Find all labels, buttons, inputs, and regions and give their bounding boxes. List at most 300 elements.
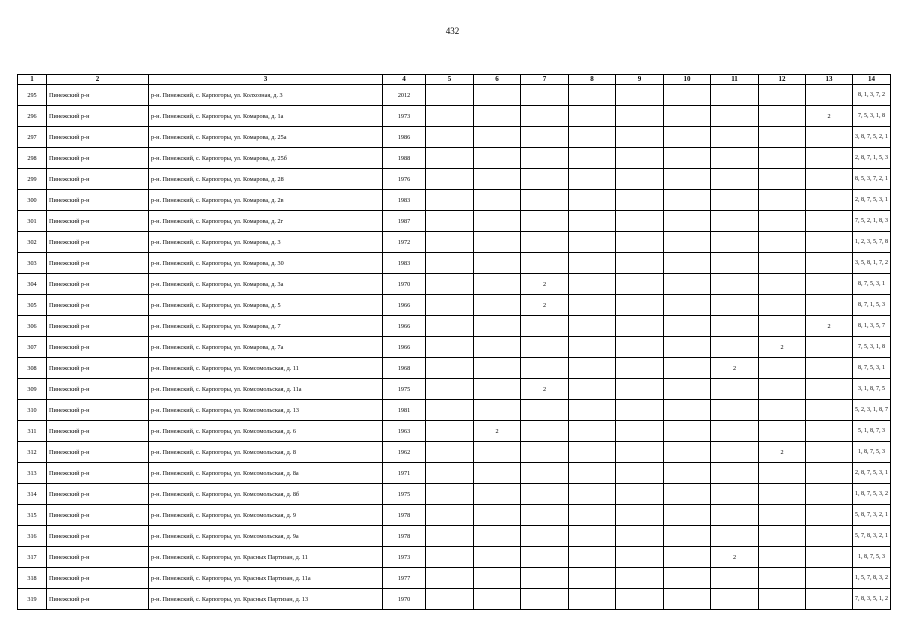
table-cell <box>664 85 711 106</box>
table-cell <box>474 232 521 253</box>
table-cell: 1972 <box>383 232 426 253</box>
table-cell <box>759 568 806 589</box>
table-cell <box>426 526 474 547</box>
table-cell <box>569 505 616 526</box>
table-cell <box>569 253 616 274</box>
table-cell: 313 <box>18 463 47 484</box>
table-row <box>18 169 891 190</box>
table-cell <box>426 169 474 190</box>
table-cell <box>521 484 569 505</box>
table-cell: 305 <box>18 295 47 316</box>
table-cell: Пинежский р-н <box>47 253 149 274</box>
table-cell <box>521 232 569 253</box>
table-cell <box>664 190 711 211</box>
table-cell <box>474 85 521 106</box>
table-cell <box>806 337 853 358</box>
table-cell <box>759 505 806 526</box>
table-row <box>18 274 891 295</box>
table-cell <box>521 568 569 589</box>
table-cell: 1973 <box>383 106 426 127</box>
table-row <box>18 316 891 337</box>
table-cell: 301 <box>18 211 47 232</box>
table-cell <box>521 85 569 106</box>
table-cell <box>806 589 853 610</box>
table-cell <box>806 253 853 274</box>
table-cell <box>616 316 664 337</box>
table-cell <box>664 253 711 274</box>
table-cell <box>806 505 853 526</box>
table-cell <box>426 379 474 400</box>
table-cell <box>569 148 616 169</box>
table-cell <box>711 442 759 463</box>
table-cell: 1963 <box>383 421 426 442</box>
table-cell: 311 <box>18 421 47 442</box>
table-cell: 8, 1, 3, 7, 2 <box>853 85 891 106</box>
table-cell: р-н. Пинежский, с. Карпогоры, ул. Комсомольская, д. 11а <box>149 379 383 400</box>
table-cell: 1976 <box>383 169 426 190</box>
table-cell <box>664 526 711 547</box>
table-cell <box>806 526 853 547</box>
table-cell <box>664 421 711 442</box>
table-cell: 1981 <box>383 400 426 421</box>
table-cell: 318 <box>18 568 47 589</box>
table-cell <box>711 337 759 358</box>
table-cell: 304 <box>18 274 47 295</box>
table-cell <box>521 169 569 190</box>
table-cell <box>759 211 806 232</box>
table-cell <box>569 274 616 295</box>
table-cell: 3, 1, 8, 7, 5 <box>853 379 891 400</box>
table-row <box>18 85 891 106</box>
table-cell: р-н. Пинежский, с. Карпогоры, ул. Комарова, д. 7 <box>149 316 383 337</box>
table-cell <box>569 379 616 400</box>
table-cell <box>474 358 521 379</box>
table-cell <box>806 463 853 484</box>
table-cell <box>711 85 759 106</box>
table-cell <box>474 211 521 232</box>
table-cell <box>711 589 759 610</box>
table-cell <box>711 190 759 211</box>
table-cell <box>711 421 759 442</box>
table-cell <box>664 337 711 358</box>
table-row <box>18 589 891 610</box>
table-cell: р-н. Пинежский, с. Карпогоры, ул. Комсомольская, д. 13 <box>149 400 383 421</box>
table-cell <box>806 568 853 589</box>
table-cell <box>711 274 759 295</box>
table-cell <box>426 400 474 421</box>
table-cell <box>664 127 711 148</box>
table-cell <box>616 85 664 106</box>
table-cell <box>616 190 664 211</box>
table-header-row <box>18 75 891 85</box>
table-cell <box>616 295 664 316</box>
table-cell <box>616 379 664 400</box>
table-cell: р-н. Пинежский, с. Карпогоры, ул. Красных Партизан, д. 11 <box>149 547 383 568</box>
table-cell: Пинежский р-н <box>47 589 149 610</box>
table-cell: 1986 <box>383 127 426 148</box>
table-cell <box>426 547 474 568</box>
table-cell <box>616 547 664 568</box>
table-cell <box>711 232 759 253</box>
column-header: 14 <box>853 75 891 85</box>
table-cell <box>474 442 521 463</box>
table-cell <box>759 526 806 547</box>
table-cell: 309 <box>18 379 47 400</box>
table-cell <box>711 148 759 169</box>
table-cell: 2 <box>806 316 853 337</box>
table-cell: 1, 8, 7, 5, 3 <box>853 547 891 568</box>
table-cell <box>426 127 474 148</box>
table-row <box>18 505 891 526</box>
table-cell <box>569 106 616 127</box>
table-cell: 7, 5, 2, 1, 8, 3 <box>853 211 891 232</box>
table-cell <box>759 253 806 274</box>
table-cell: 310 <box>18 400 47 421</box>
table-cell: Пинежский р-н <box>47 421 149 442</box>
table-cell: 1962 <box>383 442 426 463</box>
column-header: 13 <box>806 75 853 85</box>
table-cell <box>664 169 711 190</box>
table-cell <box>569 190 616 211</box>
table-cell: Пинежский р-н <box>47 127 149 148</box>
table-body <box>18 85 891 610</box>
table-row <box>18 190 891 211</box>
table-cell <box>664 379 711 400</box>
table-cell: Пинежский р-н <box>47 106 149 127</box>
table-cell <box>806 421 853 442</box>
table-cell <box>664 211 711 232</box>
table-cell: 5, 2, 3, 1, 8, 7 <box>853 400 891 421</box>
table-cell: 319 <box>18 589 47 610</box>
table-cell <box>569 421 616 442</box>
table-cell: Пинежский р-н <box>47 400 149 421</box>
table-cell: 306 <box>18 316 47 337</box>
table-cell <box>521 421 569 442</box>
table-cell: р-н. Пинежский, с. Карпогоры, ул. Комсомольская, д. 9а <box>149 526 383 547</box>
table-cell <box>569 358 616 379</box>
table-cell: 1, 5, 7, 8, 3, 2 <box>853 568 891 589</box>
table-cell <box>426 505 474 526</box>
table-cell <box>616 358 664 379</box>
column-header: 6 <box>474 75 521 85</box>
table-cell <box>569 568 616 589</box>
table-cell <box>521 211 569 232</box>
table-cell <box>616 400 664 421</box>
table-cell: 1966 <box>383 295 426 316</box>
table-cell <box>521 358 569 379</box>
table-cell: р-н. Пинежский, с. Карпогоры, ул. Комсомольская, д. 8 <box>149 442 383 463</box>
table-cell: 8, 7, 5, 3, 1 <box>853 358 891 379</box>
table-cell <box>759 232 806 253</box>
page-number: 432 <box>445 26 460 36</box>
table-cell <box>474 547 521 568</box>
table-cell <box>521 463 569 484</box>
table-cell <box>474 484 521 505</box>
table-cell: 8, 7, 1, 5, 3 <box>853 295 891 316</box>
table-row <box>18 232 891 253</box>
table-cell: р-н. Пинежский, с. Карпогоры, ул. Комарова, д. 7а <box>149 337 383 358</box>
table-cell <box>426 106 474 127</box>
table-cell <box>806 295 853 316</box>
table-row <box>18 106 891 127</box>
table-cell <box>426 148 474 169</box>
table-cell <box>569 484 616 505</box>
table-cell <box>806 169 853 190</box>
table-cell <box>806 85 853 106</box>
table-cell <box>569 232 616 253</box>
table-cell <box>806 547 853 568</box>
table-row <box>18 379 891 400</box>
table-cell: 1983 <box>383 190 426 211</box>
table-row <box>18 547 891 568</box>
table-cell: р-н. Пинежский, с. Карпогоры, ул. Комарова, д. 25б <box>149 148 383 169</box>
table-row <box>18 358 891 379</box>
table-cell: Пинежский р-н <box>47 85 149 106</box>
table-cell <box>521 148 569 169</box>
table-cell <box>426 337 474 358</box>
column-header: 3 <box>149 75 383 85</box>
table-cell <box>426 190 474 211</box>
table-cell <box>616 106 664 127</box>
table-cell: 1975 <box>383 379 426 400</box>
table-cell <box>616 232 664 253</box>
table-cell: 2, 8, 7, 1, 5, 3 <box>853 148 891 169</box>
table-cell: Пинежский р-н <box>47 463 149 484</box>
table-cell: р-н. Пинежский, с. Карпогоры, ул. Комарова, д. 2в <box>149 190 383 211</box>
table-cell: Пинежский р-н <box>47 358 149 379</box>
table-cell: 7, 8, 3, 5, 1, 2 <box>853 589 891 610</box>
table-cell <box>759 127 806 148</box>
table-cell <box>759 400 806 421</box>
table-cell <box>664 505 711 526</box>
table-cell <box>616 253 664 274</box>
table-cell: 1, 2, 3, 5, 7, 8 <box>853 232 891 253</box>
table-cell: 5, 7, 8, 3, 2, 1 <box>853 526 891 547</box>
table-cell <box>521 442 569 463</box>
table-cell <box>806 484 853 505</box>
table-cell: р-н. Пинежский, с. Карпогоры, ул. Комарова, д. 2г <box>149 211 383 232</box>
table-cell: 296 <box>18 106 47 127</box>
table-cell <box>521 253 569 274</box>
table-cell <box>569 442 616 463</box>
table-cell <box>569 211 616 232</box>
table-cell <box>569 85 616 106</box>
table-cell <box>474 148 521 169</box>
table-cell <box>474 316 521 337</box>
table-cell <box>521 547 569 568</box>
table-cell <box>664 295 711 316</box>
table-cell: 8, 7, 5, 3, 1 <box>853 274 891 295</box>
table-cell: 316 <box>18 526 47 547</box>
table-cell <box>806 232 853 253</box>
table-cell <box>616 169 664 190</box>
table-cell <box>426 568 474 589</box>
table-cell <box>521 106 569 127</box>
table-cell <box>711 295 759 316</box>
table-cell <box>759 85 806 106</box>
table-row <box>18 295 891 316</box>
table-cell: 2 <box>474 421 521 442</box>
table-cell: 302 <box>18 232 47 253</box>
table-row <box>18 148 891 169</box>
table-cell <box>616 211 664 232</box>
table-cell <box>426 211 474 232</box>
table-cell <box>616 568 664 589</box>
table-cell <box>711 463 759 484</box>
table-cell: 2 <box>806 106 853 127</box>
table-cell: р-н. Пинежский, с. Карпогоры, ул. Комарова, д. 30 <box>149 253 383 274</box>
column-header: 10 <box>664 75 711 85</box>
table-cell <box>664 316 711 337</box>
table-cell <box>616 337 664 358</box>
table-cell <box>474 400 521 421</box>
table-cell: 308 <box>18 358 47 379</box>
table-cell <box>664 463 711 484</box>
table-cell: р-н. Пинежский, с. Карпогоры, ул. Комарова, д. 3а <box>149 274 383 295</box>
table-cell: р-н. Пинежский, с. Карпогоры, ул. Колхозная, д. 3 <box>149 85 383 106</box>
table-cell: Пинежский р-н <box>47 526 149 547</box>
table-cell <box>664 148 711 169</box>
table-cell: 7, 5, 3, 1, 8 <box>853 106 891 127</box>
table-row <box>18 484 891 505</box>
table-cell <box>616 589 664 610</box>
table-cell <box>664 442 711 463</box>
table-cell <box>664 547 711 568</box>
table-cell <box>759 169 806 190</box>
table-cell <box>474 589 521 610</box>
table-cell <box>426 85 474 106</box>
table-cell: р-н. Пинежский, с. Карпогоры, ул. Комсомольская, д. 9 <box>149 505 383 526</box>
table-cell <box>806 190 853 211</box>
table-cell: 307 <box>18 337 47 358</box>
table-cell <box>569 526 616 547</box>
table-cell: 1966 <box>383 337 426 358</box>
table-cell <box>521 505 569 526</box>
table-cell <box>759 463 806 484</box>
table-cell: 1973 <box>383 547 426 568</box>
table-cell: 5, 1, 8, 7, 3 <box>853 421 891 442</box>
table-cell <box>711 379 759 400</box>
table-cell: р-н. Пинежский, с. Карпогоры, ул. Красных Партизан, д. 13 <box>149 589 383 610</box>
table-cell <box>759 379 806 400</box>
table-cell: 314 <box>18 484 47 505</box>
table-cell: 8, 1, 3, 5, 7 <box>853 316 891 337</box>
column-header: 9 <box>616 75 664 85</box>
table-cell <box>806 274 853 295</box>
table-cell <box>664 589 711 610</box>
table-cell <box>426 442 474 463</box>
table-cell <box>616 526 664 547</box>
table-cell: р-н. Пинежский, с. Карпогоры, ул. Комарова, д. 5 <box>149 295 383 316</box>
table-cell: 2012 <box>383 85 426 106</box>
table-row <box>18 463 891 484</box>
column-header: 11 <box>711 75 759 85</box>
table-row <box>18 211 891 232</box>
table-row <box>18 442 891 463</box>
table-cell: 303 <box>18 253 47 274</box>
table-cell: Пинежский р-н <box>47 274 149 295</box>
table-cell <box>474 463 521 484</box>
table-cell <box>616 127 664 148</box>
table-cell: р-н. Пинежский, с. Карпогоры, ул. Комарова, д. 25а <box>149 127 383 148</box>
table-cell: 2 <box>759 442 806 463</box>
table-row <box>18 337 891 358</box>
table-cell <box>569 295 616 316</box>
table-cell <box>711 253 759 274</box>
column-header: 2 <box>47 75 149 85</box>
table-cell: 1970 <box>383 274 426 295</box>
table-cell: р-н. Пинежский, с. Карпогоры, ул. Комсомольская, д. 6 <box>149 421 383 442</box>
table-cell <box>711 211 759 232</box>
table-cell <box>474 568 521 589</box>
table-cell: 2, 8, 7, 5, 3, 1 <box>853 463 891 484</box>
table-cell <box>664 274 711 295</box>
table-cell <box>474 190 521 211</box>
table-cell <box>521 400 569 421</box>
column-header: 5 <box>426 75 474 85</box>
table-row <box>18 400 891 421</box>
table-cell: р-н. Пинежский, с. Карпогоры, ул. Комарова, д. 28 <box>149 169 383 190</box>
table-cell <box>711 484 759 505</box>
table-cell: Пинежский р-н <box>47 316 149 337</box>
table-cell: 297 <box>18 127 47 148</box>
table-cell: р-н. Пинежский, с. Карпогоры, ул. Комсомольская, д. 8а <box>149 463 383 484</box>
column-header: 1 <box>18 75 47 85</box>
table-cell <box>711 568 759 589</box>
table-cell: Пинежский р-н <box>47 148 149 169</box>
column-header: 4 <box>383 75 426 85</box>
table-cell <box>474 379 521 400</box>
table-cell <box>806 442 853 463</box>
table-cell: р-н. Пинежский, с. Карпогоры, ул. Комарова, д. 1а <box>149 106 383 127</box>
table-cell: 312 <box>18 442 47 463</box>
table-cell: Пинежский р-н <box>47 295 149 316</box>
table-cell: р-н. Пинежский, с. Карпогоры, ул. Комарова, д. 3 <box>149 232 383 253</box>
table-cell <box>474 106 521 127</box>
table-cell: Пинежский р-н <box>47 211 149 232</box>
table-cell <box>474 169 521 190</box>
table-cell <box>664 358 711 379</box>
column-header: 8 <box>569 75 616 85</box>
table-cell: Пинежский р-н <box>47 169 149 190</box>
table-cell: 300 <box>18 190 47 211</box>
table-cell <box>711 505 759 526</box>
table-cell <box>806 127 853 148</box>
table-cell: 1970 <box>383 589 426 610</box>
table-cell <box>806 379 853 400</box>
table-cell <box>521 589 569 610</box>
table-cell <box>569 169 616 190</box>
column-header: 7 <box>521 75 569 85</box>
table-cell: Пинежский р-н <box>47 190 149 211</box>
table-cell: 299 <box>18 169 47 190</box>
table-cell <box>474 295 521 316</box>
table-cell <box>569 400 616 421</box>
table-cell <box>759 274 806 295</box>
table-cell <box>759 190 806 211</box>
table-cell <box>664 106 711 127</box>
table-cell: 1978 <box>383 526 426 547</box>
table-cell <box>759 484 806 505</box>
table-cell: Пинежский р-н <box>47 505 149 526</box>
table-cell <box>616 442 664 463</box>
table-cell <box>759 589 806 610</box>
table-cell: Пинежский р-н <box>47 547 149 568</box>
table-cell: Пинежский р-н <box>47 232 149 253</box>
table-cell <box>711 526 759 547</box>
table-cell <box>759 421 806 442</box>
table-cell <box>569 127 616 148</box>
